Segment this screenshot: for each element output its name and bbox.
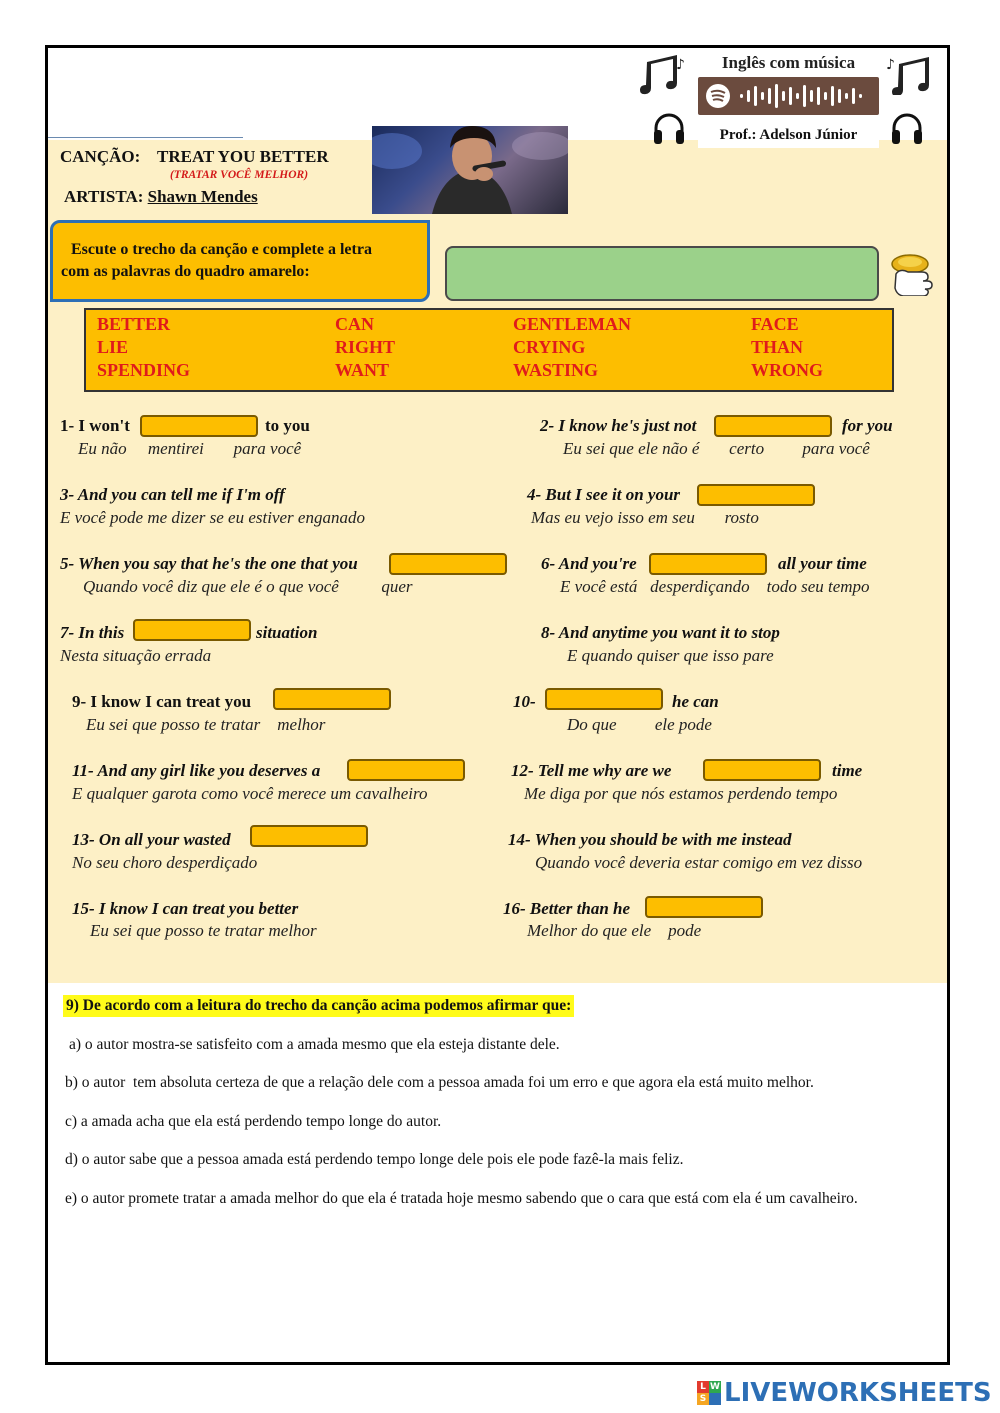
lyric-line: 3- And you can tell me if I'm off xyxy=(60,485,285,504)
svg-text:♪: ♪ xyxy=(886,57,895,73)
answer-option-d[interactable]: d) o autor sabe que a pessoa amada está perdendo tempo longe dele pois ele pode fazê-la mais feliz. xyxy=(65,1151,684,1168)
answer-option-a[interactable]: a) o autor mostra-se satisfeito com a amada mesmo que ela esteja distante dele. xyxy=(69,1036,560,1053)
song-line xyxy=(60,147,329,167)
artist-label: ARTISTA: xyxy=(64,187,144,206)
word-bank-item: CAN xyxy=(335,314,374,334)
lyric-line: 5- When you say that he's the one that you xyxy=(60,554,358,573)
answer-blank-5[interactable] xyxy=(389,553,507,575)
song-title: TREAT YOU BETTER xyxy=(156,147,329,166)
lyric-line: 14- When you should be with me instead xyxy=(508,830,792,849)
answer-blank-9[interactable] xyxy=(273,688,391,710)
music-notes-icon xyxy=(638,55,696,95)
artist-photo xyxy=(372,126,568,214)
translation-line: Melhor do que ele pode xyxy=(527,921,702,940)
answer-option-c[interactable]: c) a amada acha que ela está perdendo tempo longe do autor. xyxy=(65,1113,442,1130)
answer-blank-1[interactable] xyxy=(140,415,258,437)
translation-line: Nesta situação errada xyxy=(60,646,212,665)
translation-line: Eu sei que posso te tratar melhor xyxy=(90,921,317,940)
word-bank-item: LIE xyxy=(97,337,129,357)
lyric-line-end: he can xyxy=(672,692,719,711)
word-bank-item: BETTER xyxy=(97,314,171,334)
music-notes-icon xyxy=(886,55,944,95)
song-translation: (TRATAR VOCÊ MELHOR) xyxy=(170,169,309,181)
answer-blank-16[interactable] xyxy=(645,896,763,918)
audio-player[interactable] xyxy=(445,246,879,301)
translation-line: Quando você diz que ele é o que você quer xyxy=(83,577,413,596)
word-bank-item: SPENDING xyxy=(97,360,191,380)
answer-blank-6[interactable] xyxy=(649,553,767,575)
lyric-line: 16- Better than he xyxy=(503,899,631,918)
song-label: CANÇÃO: xyxy=(60,147,141,166)
answer-blank-2[interactable] xyxy=(714,415,832,437)
translation-line: E você está desperdiçando todo seu tempo xyxy=(560,577,870,596)
word-bank-item: CRYING xyxy=(513,337,586,357)
artist-name: Shawn Mendes xyxy=(147,187,258,206)
instruction-line-2: com as palavras do quadro amarelo: xyxy=(61,263,310,280)
lyric-line: 8- And anytime you want it to stop xyxy=(541,623,780,642)
divider xyxy=(48,137,243,138)
translation-line: E você pode me dizer se eu estiver enganado xyxy=(60,508,365,527)
lyric-line: 13- On all your wasted xyxy=(72,830,231,849)
translation-line: No seu choro desperdiçado xyxy=(72,853,258,872)
answer-blank-12[interactable] xyxy=(703,759,821,781)
svg-text:♪: ♪ xyxy=(676,57,685,73)
lyric-line: 11- And any girl like you deserves a xyxy=(72,761,321,780)
lyric-line-end: for you xyxy=(842,416,893,435)
lyric-line: 2- I know he's just not xyxy=(540,416,697,435)
brand-badge xyxy=(638,50,944,150)
spotify-code xyxy=(698,77,879,115)
lyric-line-end: all your time xyxy=(778,554,867,573)
lyric-line: 10- xyxy=(513,692,536,711)
lyric-line: 9- I know I can treat you xyxy=(72,692,252,711)
lyric-line-end: situation xyxy=(256,623,318,642)
instruction-line-1: Escute o trecho da canção e complete a letra xyxy=(71,241,372,258)
answer-option-e[interactable]: e) o autor promete tratar a amada melhor do que ela é tratada hoje mesmo sabendo que o cara que está com ela é um cavalheiro. xyxy=(65,1190,858,1207)
headphones-icon xyxy=(890,110,924,146)
headphones-icon xyxy=(652,110,686,146)
lyric-line-end: to you xyxy=(265,416,310,435)
translation-line: E qualquer garota como você merece um cavalheiro xyxy=(72,784,428,803)
answer-blank-7[interactable] xyxy=(133,619,251,641)
liveworksheets-logo[interactable] xyxy=(697,1378,992,1408)
word-bank-item: WRONG xyxy=(751,360,823,380)
word-bank-item: THAN xyxy=(751,337,804,357)
teacher-name: Prof.: Adelson Júnior xyxy=(698,122,879,148)
pointing-hand-icon[interactable] xyxy=(888,252,944,296)
translation-line: Eu sei que posso te tratar melhor xyxy=(86,715,326,734)
translation-line: Me diga por que nós estamos perdendo tempo xyxy=(524,784,838,803)
lyric-line: 4- But I see it on your xyxy=(527,485,681,504)
translation-line: E quando quiser que isso pare xyxy=(567,646,774,665)
lyric-line: 7- In this xyxy=(60,623,125,642)
lyric-line: 6- And you're xyxy=(541,554,637,573)
word-bank-item: GENTLEMAN xyxy=(513,314,632,334)
translation-line: Eu sei que ele não é certo para você xyxy=(563,439,870,458)
translation-line: Eu não mentirei para você xyxy=(78,439,302,458)
brand-title: Inglês com música xyxy=(721,53,856,72)
word-bank-item: RIGHT xyxy=(335,337,396,357)
spotify-code-bars xyxy=(698,77,879,115)
word-bank-item: WASTING xyxy=(513,360,599,380)
translation-line: Mas eu vejo isso em seu rosto xyxy=(531,508,759,527)
artist-line xyxy=(64,187,258,207)
instruction-box xyxy=(50,220,430,302)
question-prompt: 9) De acordo com a leitura do trecho da canção acima podemos afirmar que: xyxy=(63,995,574,1017)
lyric-line: 15- I know I can treat you better xyxy=(72,899,299,918)
answer-blank-4[interactable] xyxy=(697,484,815,506)
answer-option-b[interactable]: b) o autor tem absoluta certeza de que a relação dele com a pessoa amada foi um erro e que agora ela está muito melhor. xyxy=(65,1074,814,1091)
logo-text: LIVEWORKSHEETS xyxy=(724,1378,992,1408)
lyric-line: 12- Tell me why are we xyxy=(511,761,672,780)
word-bank-item: WANT xyxy=(335,360,390,380)
answer-blank-11[interactable] xyxy=(347,759,465,781)
lyric-line: 1- I won't xyxy=(60,416,130,435)
answer-blank-10[interactable] xyxy=(545,688,663,710)
word-bank-item: FACE xyxy=(751,314,799,334)
lyric-line-end: time xyxy=(832,761,863,780)
translation-line: Quando você deveria estar comigo em vez disso xyxy=(535,853,863,872)
answer-blank-13[interactable] xyxy=(250,825,368,847)
translation-line: Do que ele pode xyxy=(567,715,712,734)
logo-mark-icon: L W S xyxy=(697,1381,721,1405)
